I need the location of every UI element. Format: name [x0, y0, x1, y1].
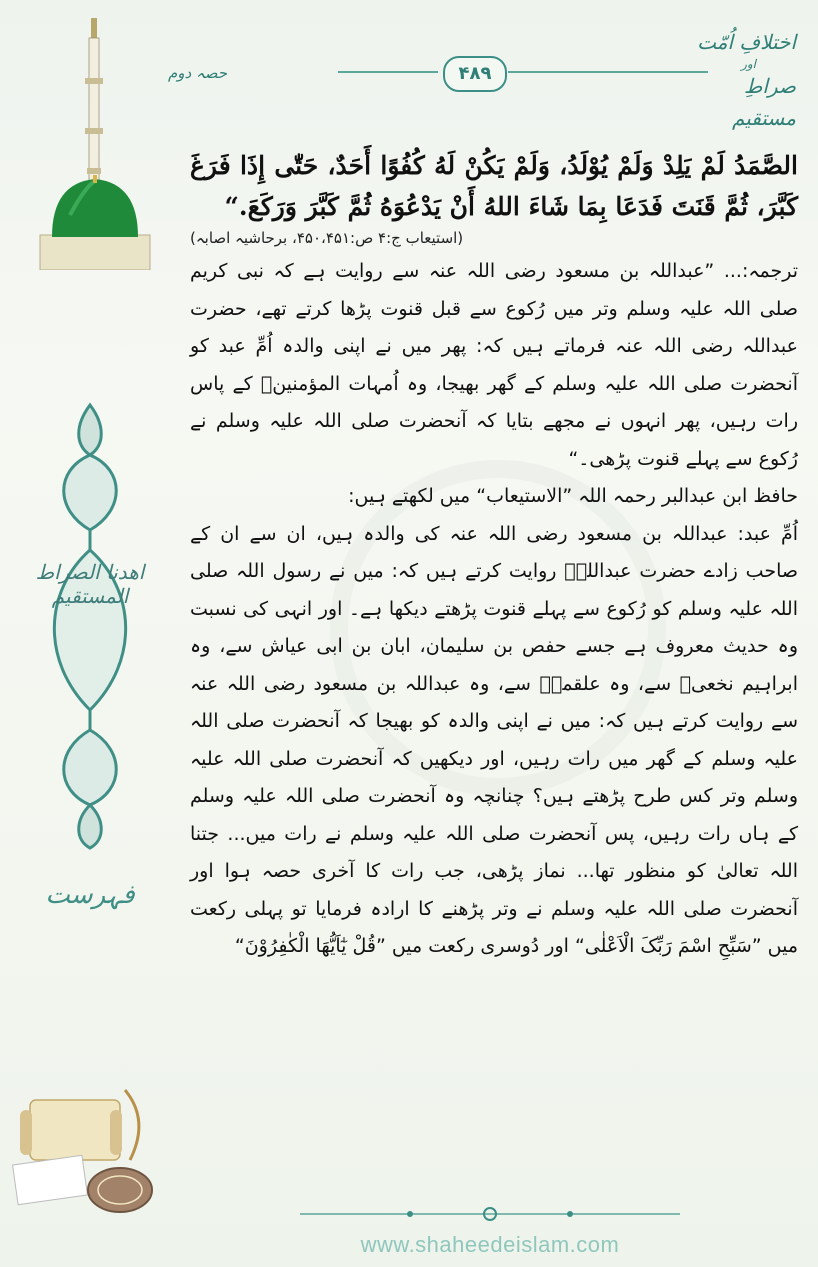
- book-title-line1: اختلافِ اُمّت: [697, 30, 796, 54]
- arabic-hadith-text: الصَّمَدُ لَمْ يَلِدْ وَلَمْ يُوْلَدُ، وَلَمْ يَكُنْ لَهُ كُفُوًا أَحَدٌ، حَتّٰى إِذَا فَرَغَ كَبَّرَ، ثُمَّ قَنَتَ فَدَعَا بِمَا شَاءَ اللهُ أَنْ يَدْعُوَهُ ثُمَّ كَبَّرَ وَرَكَعَ.“: [190, 151, 798, 221]
- footer-ornament: [300, 1205, 680, 1223]
- book-title-line3: صراطِ مستقیم: [731, 74, 796, 130]
- page-number: ۴۸۹: [443, 56, 507, 92]
- header-rule-left: [338, 71, 438, 73]
- book-title-line2: اور: [741, 57, 756, 71]
- section-label: حصہ دوم: [168, 64, 228, 82]
- main-text: [190, 145, 798, 966]
- left-decorative-column: [0, 0, 180, 1267]
- translation-paragraph: ترجمہ:... ”عبداللہ بن مسعود رضی اللہ عنہ سے روایت ہے کہ نبی کریم صلی اللہ علیہ وسلم وتر میں رُکوع سے قبل قنوت پڑھا کرتے تھے، حضرت عبداللہ رضی اللہ عنہ فرماتے ہیں کہ: پھر میں نے اپنی والدہ اُمِّ عبد کو آنحضرت صلی اللہ علیہ وسلم کے گھر بھیجا، وہ اُمہات المؤمنینؓ کے پاس رات رہیں، پھر انہوں نے مجھے بتایا کہ آنحضرت صلی اللہ علیہ وسلم نے رُکوع سے پہلے قنوت پڑھی۔“: [190, 260, 798, 470]
- ornament-label: اهدنا الصراط المستقیم: [35, 560, 145, 608]
- header-rule-right: [508, 71, 708, 73]
- ornamental-frame: [35, 400, 145, 850]
- index-link[interactable]: فہرست: [45, 880, 135, 910]
- green-dome-icon: [30, 175, 160, 270]
- scroll-and-quill-icon: [10, 1080, 170, 1220]
- quote-intro-paragraph: حافظ ابن عبدالبر رحمہ اللہ ”الاستیعاب“ میں لکھتے ہیں:: [348, 485, 798, 507]
- umm-abd-paragraph: اُمِّ عبد: عبداللہ بن مسعود رضی اللہ عنہ کی والدہ ہیں، ان سے ان کے صاحب زادے حضرت عبداللہؓ روایت کرتے ہیں کہ: میں نے رسول اللہ صلی اللہ علیہ وسلم کو رُکوع سے پہلے قنوت پڑھتے دیکھا ہے۔ اور انہی کی نسبت وہ حدیث معروف ہے جسے حفص بن سلیمان، ابان بن ابی عیاش سے، وہ ابراہیم نخعیؒ سے، وہ علقمہؒ سے، وہ عبداللہ بن مسعود رضی اللہ عنہ سے روایت کرتے ہیں کہ: میں نے اپنی والدہ کو بھیجا کہ آنحضرت صلی اللہ علیہ وسلم کے گھر میں رات رہیں، اور دیکھیں کہ آنحضرت صلی اللہ علیہ وسلم وتر کس طرح پڑھتے ہیں؟ چنانچہ وہ آنحضرت صلی اللہ علیہ وسلم کے ہاں رات رہیں، پس آنحضرت صلی اللہ علیہ وسلم نے رات میں... جتنا اللہ تعالیٰ کو منظور تھا... نماز پڑھی، جب رات کا آخری حصہ ہوا اور آنحضرت صلی اللہ علیہ وسلم نے وتر پڑھنے کا ارادہ فرمایا تو پہلی رکعت میں ”سَبِّحِ اسْمَ رَبِّکَ الْاَعْلٰی“ اور دُوسری رکعت میں ”قُلْ یٰٓاَیُّھَا الْکٰفِرُوْنَ“: [190, 522, 798, 957]
- page-number-bar: [338, 56, 708, 92]
- website-url[interactable]: www.shaheedeislam.com: [360, 1232, 620, 1257]
- citation: (استیعاب ج:۴ ص:۴۵۰،۴۵۱، برحاشیہ اصابہ): [190, 229, 464, 247]
